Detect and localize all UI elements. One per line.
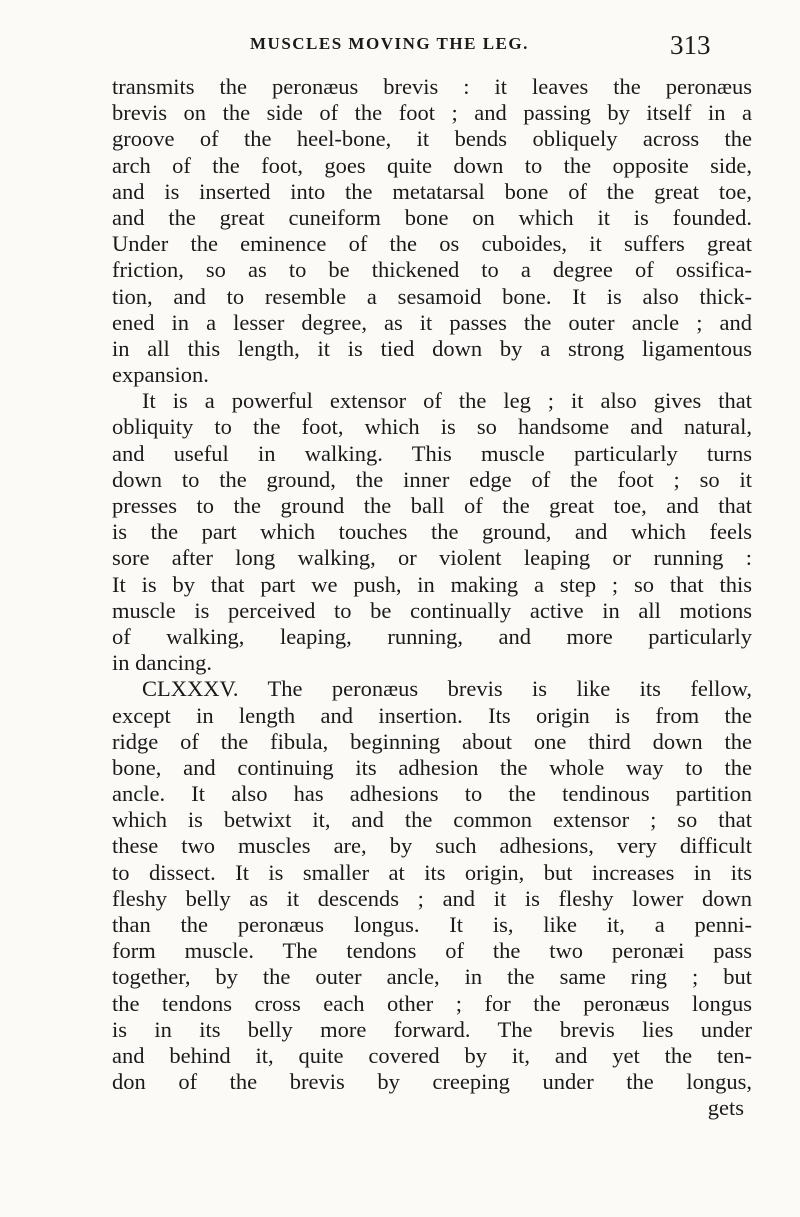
text-line: muscle is perceived to be continually active in all motions xyxy=(112,597,752,623)
body-text xyxy=(112,74,752,1122)
text-line: Under the eminence of the os cuboides, it suffers great xyxy=(112,231,752,257)
text-line: and the great cuneiform bone on which it is founded. xyxy=(112,204,752,230)
text-line: these two muscles are, by such adhesions, very difficult xyxy=(112,833,752,859)
page-header xyxy=(0,30,800,70)
text-line: except in length and insertion. Its origin is from the xyxy=(112,702,752,728)
text-line: bone, and continuing its adhesion the whole way to the xyxy=(112,754,752,780)
text-line: transmits the peronæus brevis : it leaves the peronæus xyxy=(112,74,752,99)
text-line: and useful in walking. This muscle particularly turns xyxy=(112,440,752,466)
text-line: together, by the outer ancle, in the same ring ; but xyxy=(112,964,752,990)
text-line: and behind it, quite covered by it, and yet the ten- xyxy=(112,1042,752,1068)
text-line: in all this length, it is tied down by a strong ligamentous xyxy=(112,335,752,361)
text-line: presses to the ground the ball of the great toe, and that xyxy=(112,493,752,518)
text-line: CLXXXV. The peronæus brevis is like its fellow, xyxy=(142,676,752,702)
text-line: and is inserted into the metatarsal bone of the great toe, xyxy=(112,178,752,204)
text-line: down to the ground, the inner edge of the foot ; so it xyxy=(112,466,752,492)
running-head: MUSCLES MOVING THE LEG. xyxy=(250,34,529,53)
text-line: to dissect. It is smaller at its origin, but increases in its xyxy=(112,859,752,885)
text-line: form muscle. The tendons of the two peronæi pass xyxy=(112,938,752,964)
text-line: the tendons cross each other ; for the peronæus longus xyxy=(112,990,752,1016)
page-number: 313 xyxy=(670,30,711,60)
text-line: groove of the heel-bone, it bends obliquely across the xyxy=(112,126,752,152)
text-line: obliquity to the foot, which is so handsome and natural, xyxy=(112,414,752,440)
text-line: friction, so as to be thickened to a degree of ossifica- xyxy=(112,257,752,283)
text-line: ridge of the fibula, beginning about one third down the xyxy=(112,728,752,754)
text-line: ened in a lesser degree, as it passes the outer ancle ; and xyxy=(112,309,752,335)
text-line: brevis on the side of the foot ; and passing by itself in a xyxy=(112,100,752,126)
text-line: than the peronæus longus. It is, like it, a penni- xyxy=(112,912,752,937)
text-line: of walking, leaping, running, and more particularly xyxy=(112,623,752,649)
catchword: gets xyxy=(707,1095,744,1121)
text-line: which is betwixt it, and the common extensor ; so that xyxy=(112,807,752,833)
text-line: expansion. xyxy=(112,362,209,388)
text-line: It is by that part we push, in making a step ; so that this xyxy=(112,571,752,597)
text-line: ancle. It also has adhesions to the tendinous partition xyxy=(112,781,752,807)
text-line: is in its belly more forward. The brevis lies under xyxy=(112,1016,752,1042)
text-line: arch of the foot, goes quite down to the opposite side, xyxy=(112,152,752,178)
text-line: It is a powerful extensor of the leg ; it also gives that xyxy=(142,388,752,414)
text-line: is the part which touches the ground, and which feels xyxy=(112,519,752,545)
text-line: in dancing. xyxy=(112,650,212,676)
text-line: don of the brevis by creeping under the longus, xyxy=(112,1069,752,1095)
text-line: tion, and to resemble a sesamoid bone. It is also thick- xyxy=(112,283,752,309)
text-line: fleshy belly as it descends ; and it is fleshy lower down xyxy=(112,885,752,911)
text-line: sore after long walking, or violent leaping or running : xyxy=(112,545,752,571)
